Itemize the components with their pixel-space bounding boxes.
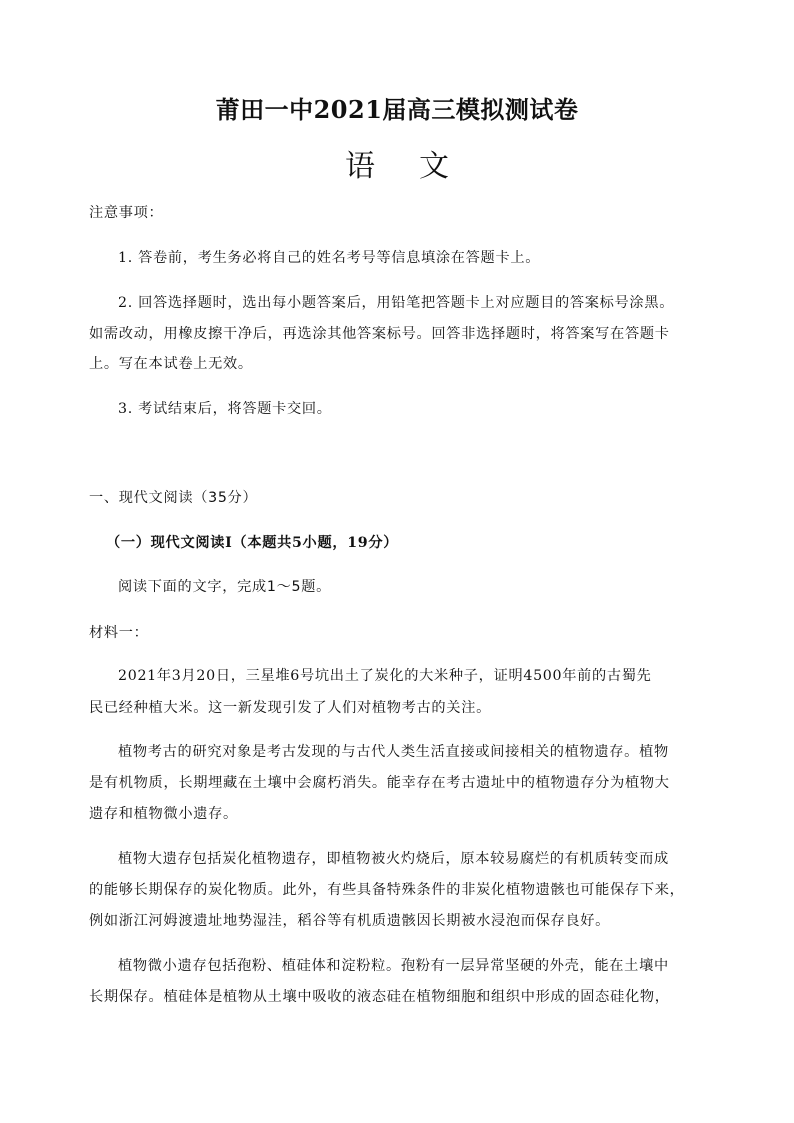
notice-heading: 注意事项： (89, 205, 164, 221)
subject-title: 语文 (345, 149, 493, 184)
exam-title: 莆田一中2021届高三模拟测试卷 (215, 95, 579, 124)
subsection-heading: （一）现代文阅读Ⅰ（本题共5小题，19分） (106, 535, 399, 551)
material-label: 材料一： (89, 625, 149, 641)
notice-item: 1. 答卷前，考生务必将自己的姓名考号等信息填涂在答题卡上。 (118, 250, 541, 266)
paragraph-line: 例如浙江河姆渡遗址地势湿洼，稻谷等有机质遗骸因长期被水浸泡而保存良好。 (89, 913, 611, 929)
paragraph-line: 植物大遗存包括炭化植物遗存，即植物被火灼烧后，原本较易腐烂的有机质转变而成 (118, 851, 669, 867)
section-heading: 一、现代文阅读（35分） (89, 490, 258, 506)
paragraph-line: 植物微小遗存包括孢粉、植硅体和淀粉粒。孢粉有一层异常坚硬的外壳，能在土壤中 (118, 958, 669, 974)
paragraph-line: 是有机物质，长期埋藏在土壤中会腐朽消失。能幸存在考古遗址中的植物遗存分为植物大 (89, 775, 670, 791)
notice-item-continued: 上。写在本试卷上无效。 (89, 356, 253, 372)
notice-item: 3. 考试结束后，将答题卡交回。 (118, 401, 332, 417)
paragraph-line: 长期保存。植硅体是植物从土壤中吸收的液态硅在植物细胞和组织中形成的固态硅化物， (89, 989, 670, 1005)
paragraph-line: 的能够长期保存的炭化物质。此外，有些具备特殊条件的非炭化植物遗骸也可能保存下来， (89, 882, 685, 898)
paragraph-line: 遗存和植物微小遗存。 (89, 806, 238, 822)
paragraph-line: 2021年3月20日，三星堆6号坑出土了炭化的大米种子，证明4500年前的古蜀先 (118, 668, 652, 684)
notice-item-continued: 如需改动，用橡皮擦干净后，再选涂其他答案标号。回答非选择题时，将答案写在答题卡 (89, 326, 670, 342)
reading-instruction: 阅读下面的文字，完成1～5题。 (118, 579, 331, 595)
notice-item: 2. 回答选择题时，选出每小题答案后，用铅笔把答题卡上对应题目的答案标号涂黑。 (118, 295, 675, 311)
paragraph-line: 民已经种植大米。这一新发现引发了人们对植物考古的关注。 (89, 700, 491, 716)
paragraph-line: 植物考古的研究对象是考古发现的与古代人类生活直接或间接相关的植物遗存。植物 (118, 744, 669, 760)
